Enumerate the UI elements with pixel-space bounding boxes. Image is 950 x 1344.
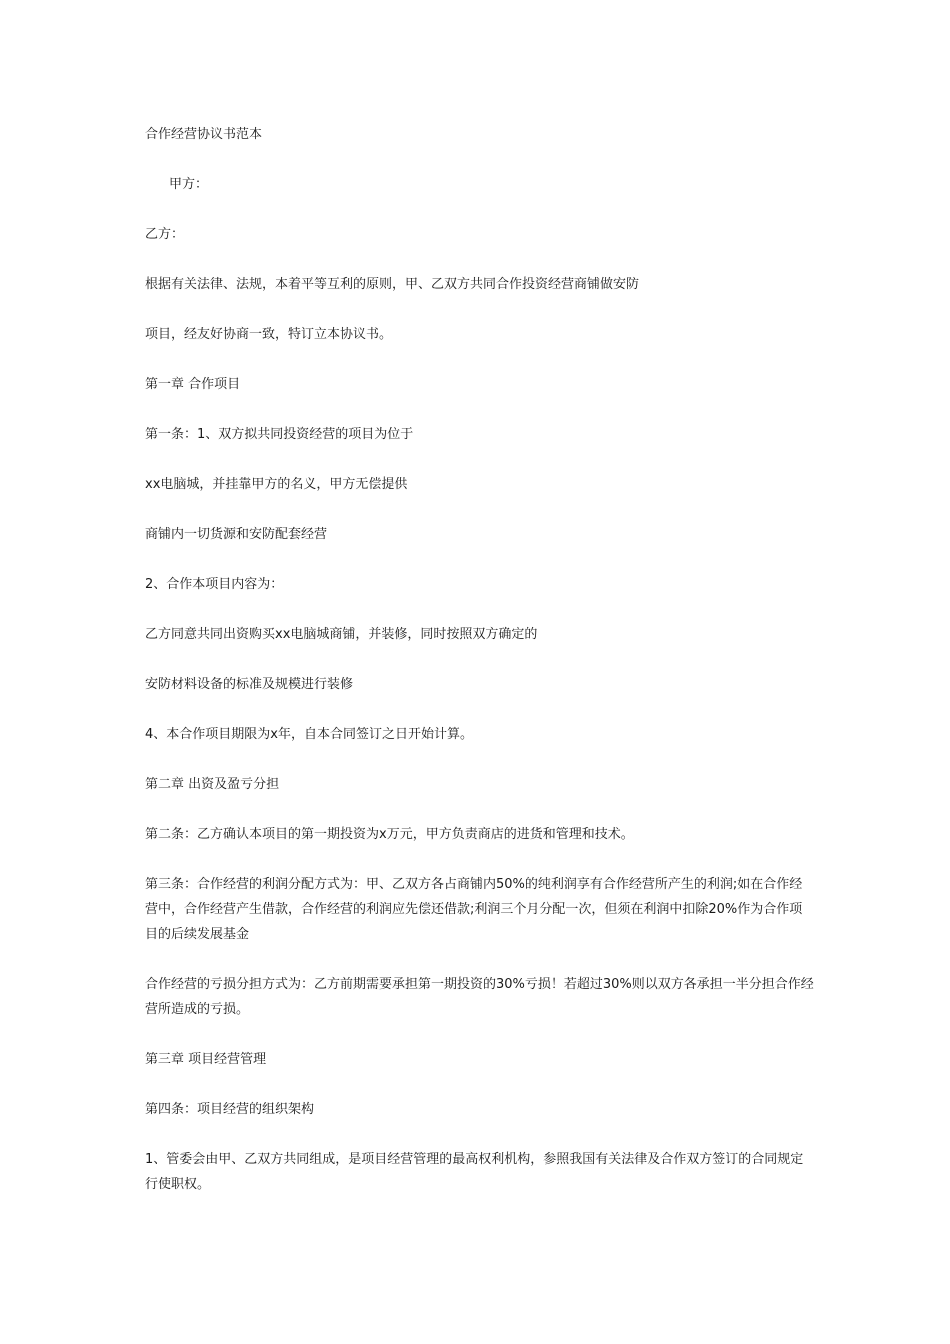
- paragraph: 项目，经友好协商一致，特订立本协议书。: [145, 327, 393, 342]
- paragraph: 商铺内一切货源和安防配套经营: [145, 527, 328, 542]
- paragraph: 第二条：乙方确认本项目的第一期投资为x万元，甲方负责商店的进货和管理和技术。: [145, 827, 634, 842]
- party-b-line: 乙方：: [145, 227, 185, 242]
- paragraph: 合作经营的亏损分担方式为：乙方前期需要承担第一期投资的30%亏损！若超过30%则以双方各承担一半分担合作经营所造成的亏损。: [145, 977, 814, 1017]
- paragraph: 第三条：合作经营的利润分配方式为：甲、乙双方各占商铺内50%的纯利润享有合作经营所产生的利润;如在合作经营中，合作经营产生借款，合作经营的利润应先偿还借款;利润三个月分配一次，但须在利润中扣除20%作为合作项目的后续发展基金: [145, 877, 803, 942]
- document-body: [145, 122, 815, 1222]
- document-title: 合作经营协议书范本: [145, 127, 263, 142]
- party-a-line: 甲方：: [169, 177, 209, 192]
- paragraph: 根据有关法律、法规，本着平等互利的原则，甲、乙双方共同合作投资经营商铺做安防: [145, 277, 640, 292]
- paragraph: 乙方同意共同出资购买xx电脑城商铺，并装修，同时按照双方确定的: [145, 627, 538, 642]
- chapter-heading: 第一章 合作项目: [145, 377, 241, 392]
- chapter-heading: 第三章 项目经营管理: [145, 1052, 267, 1067]
- paragraph: 安防材料设备的标准及规模进行装修: [145, 677, 354, 692]
- paragraph: xx电脑城，并挂靠甲方的名义，甲方无偿提供: [145, 477, 408, 492]
- chapter-heading: 第二章 出资及盈亏分担: [145, 777, 280, 792]
- paragraph: 2、合作本项目内容为：: [145, 577, 284, 592]
- paragraph: 第一条：1、双方拟共同投资经营的项目为位于: [145, 427, 414, 442]
- paragraph: 1、管委会由甲、乙双方共同组成，是项目经营管理的最高权利机构，参照我国有关法律及合作双方签订的合同规定行使职权。: [145, 1152, 804, 1192]
- paragraph: 第四条：项目经营的组织架构: [145, 1102, 315, 1117]
- paragraph: 4、本合作项目期限为x年，自本合同签订之日开始计算。: [145, 727, 473, 742]
